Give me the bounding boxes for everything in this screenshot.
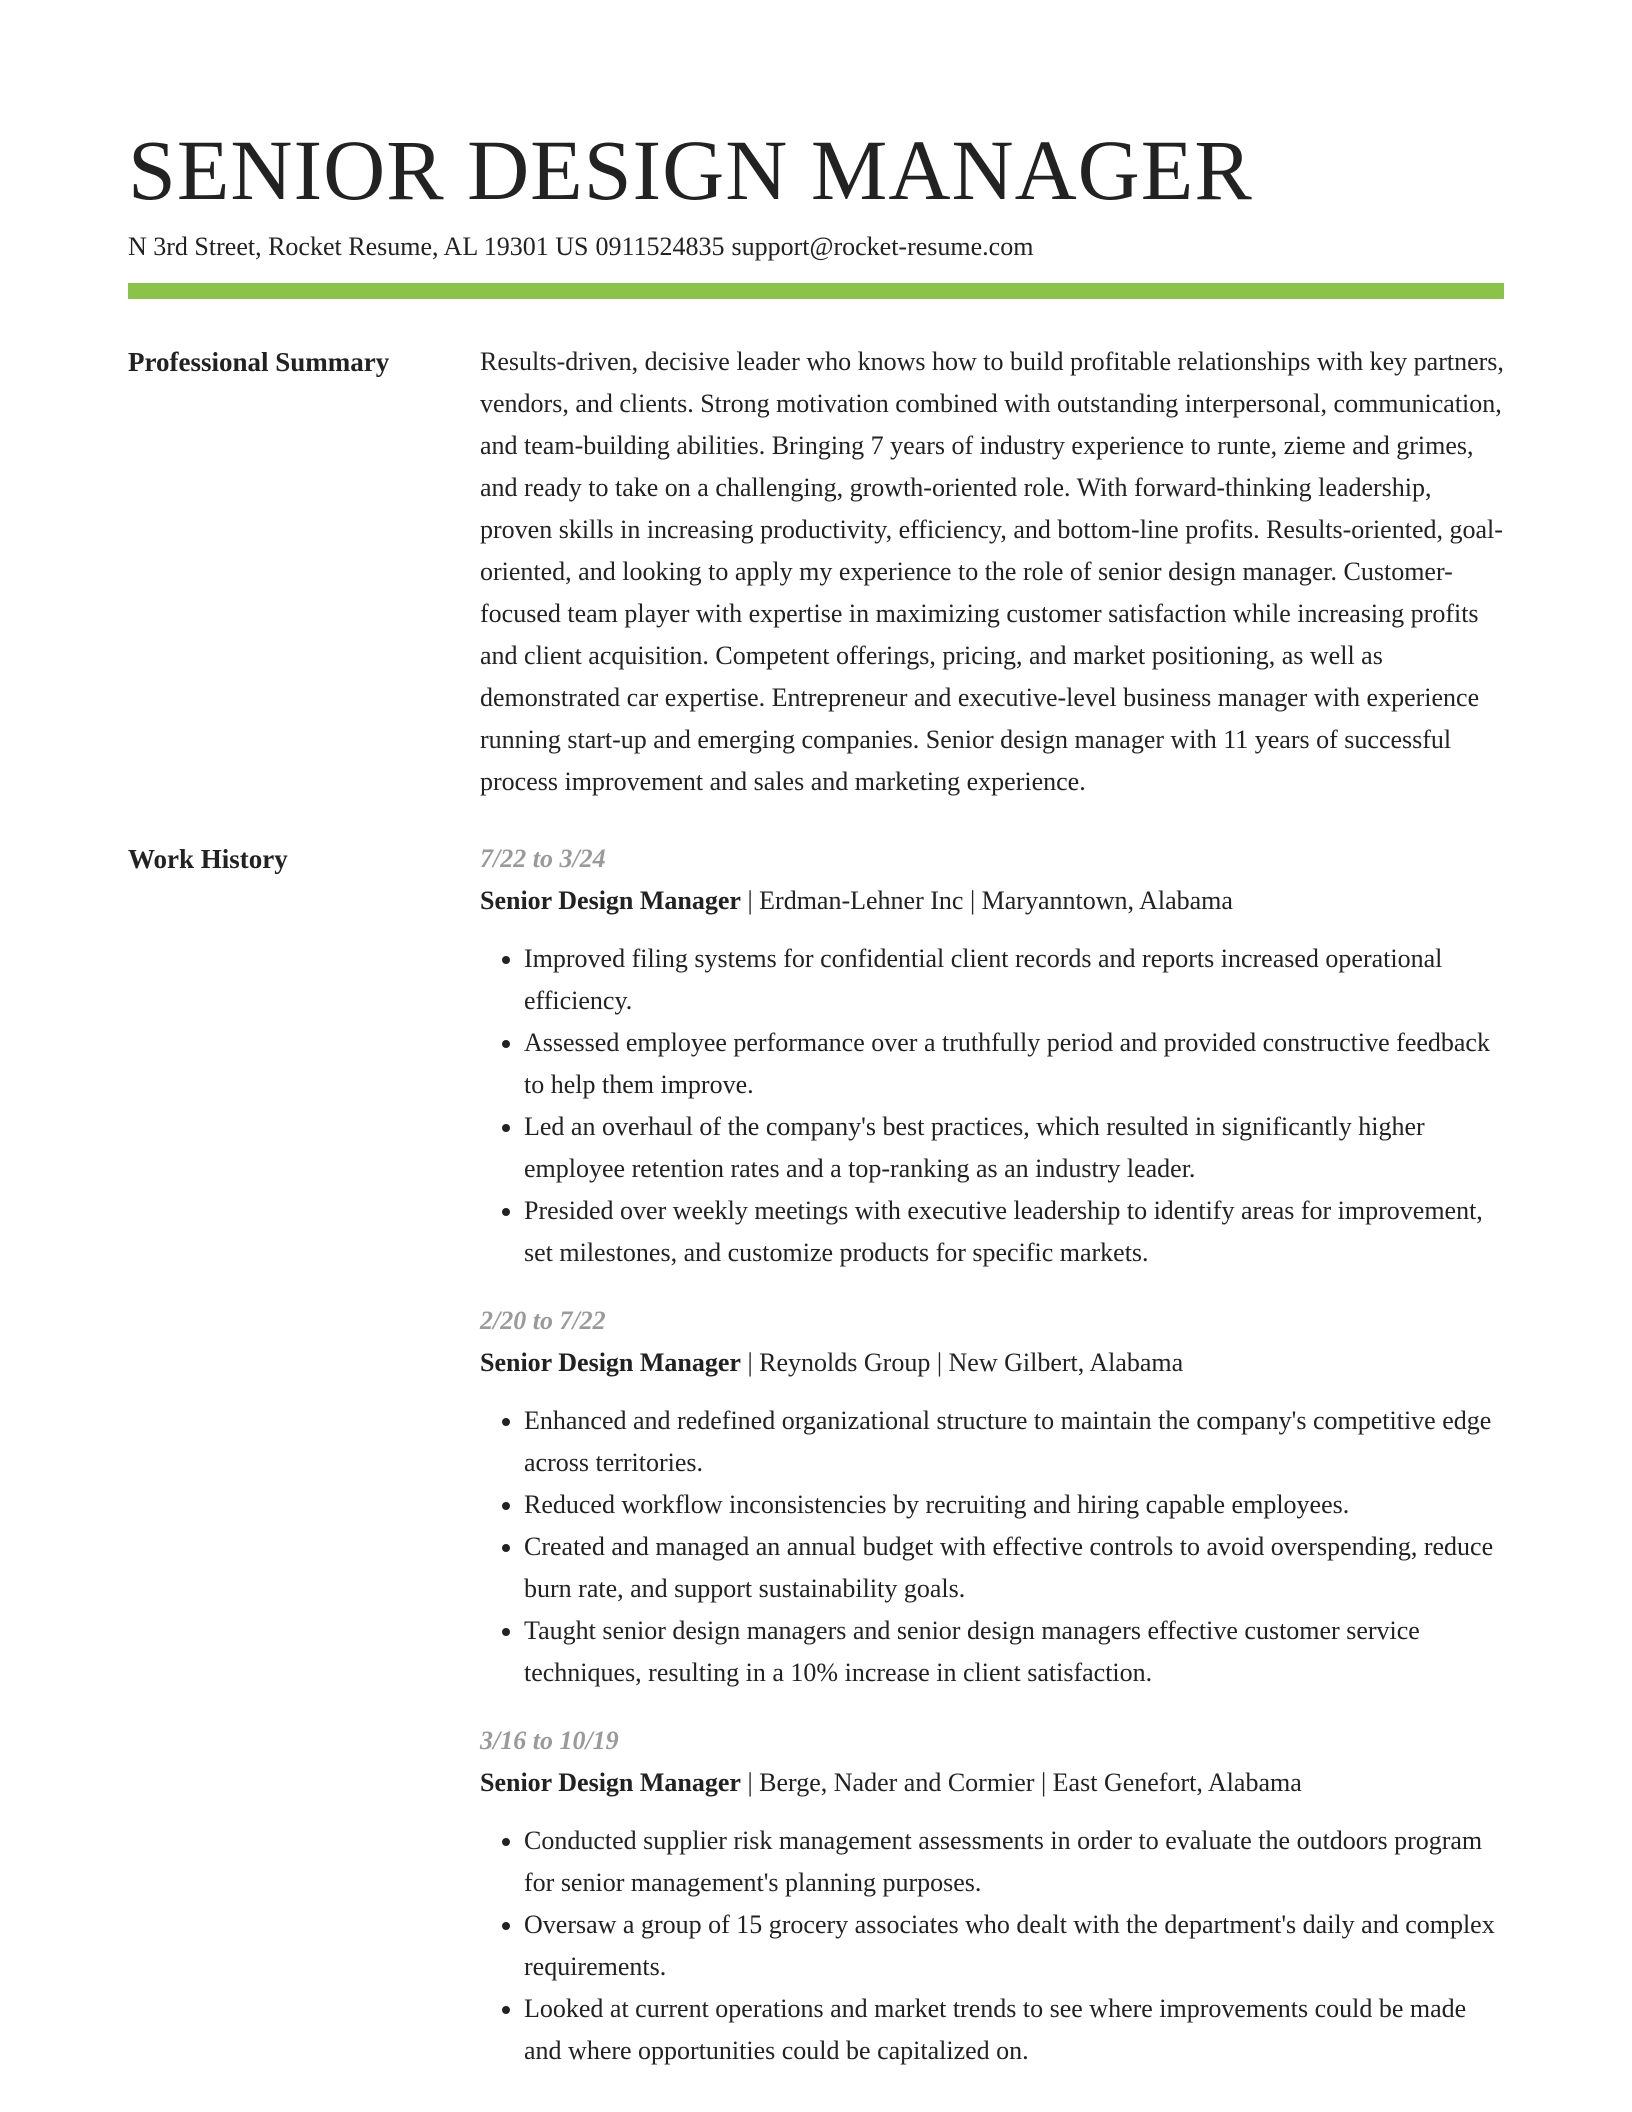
work-history-body	[480, 842, 1504, 2102]
job-bullets	[480, 938, 1504, 1274]
job-heading	[480, 1342, 1504, 1384]
job-bullet: • Enhanced and redefined organizational structure to maintain the company's competitive edge across territories.	[524, 1400, 1504, 1484]
job-bullet: • Taught senior design managers and senior design managers effective customer service techniques, resulting in a 10% increase in client satisfaction.	[524, 1610, 1504, 1694]
section-label-work: Work History	[128, 844, 288, 874]
job-bullet: • Conducted supplier risk management assessments in order to evaluate the outdoors program for senior management's planning purposes.	[524, 1820, 1504, 1904]
job-bullet: • Looked at current operations and market trends to see where improvements could be made and where opportunities could be capitalized on.	[524, 1988, 1504, 2072]
job-heading	[480, 1762, 1504, 1804]
job-bullet: • Oversaw a group of 15 grocery associates who dealt with the department's daily and complex requirements.	[524, 1904, 1504, 1988]
summary-body	[480, 345, 1504, 803]
contact-phone: 0911524835	[595, 232, 725, 261]
professional-summary-section	[128, 345, 1504, 803]
job-bullet: • Reduced workflow inconsistencies by recruiting and hiring capable employees.	[524, 1484, 1504, 1526]
job-bullet: • Presided over weekly meetings with executive leadership to identify areas for improvement, set milestones, and customize products for specific markets.	[524, 1190, 1504, 1274]
job-title: Senior Design Manager	[480, 886, 741, 915]
job-bullets	[480, 1400, 1504, 1694]
contact-line	[128, 230, 1504, 264]
job-bullet: • Improved filing systems for confidential client records and reports increased operational efficiency.	[524, 938, 1504, 1022]
resume-name-heading: SENIOR DESIGN MANAGER	[128, 122, 1253, 218]
job-company-location: | Berge, Nader and Cormier | East Genefort, Alabama	[740, 1768, 1302, 1797]
job-dates: 2/20 to 7/22	[480, 1306, 606, 1335]
job-dates: 7/22 to 3/24	[480, 844, 606, 873]
job-dates: 3/16 to 10/19	[480, 1726, 619, 1755]
work-history-section	[128, 842, 1504, 2102]
job-title: Senior Design Manager	[480, 1768, 741, 1797]
job-company-location: | Reynolds Group | New Gilbert, Alabama	[740, 1348, 1184, 1377]
resume-page	[128, 120, 1504, 2102]
job-company-location: | Erdman-Lehner Inc | Maryanntown, Alabama	[740, 886, 1233, 915]
job-entry	[480, 838, 1504, 1274]
job-entry	[480, 1300, 1504, 1694]
job-bullet: • Created and managed an annual budget with effective controls to avoid overspending, reduce burn rate, and support sustainability goals.	[524, 1526, 1504, 1610]
summary-text: Results-driven, decisive leader who knows how to build profitable relationships with key partners, vendors, and clients. Strong motivation combined with outstanding interpersonal, communication, and team-building abilities. Bringing 7 years of industry experience to runte, zieme and grimes, and ready to take on a challenging, growth-oriented role. With forward-thinking leadership, proven skills in increasing productivity, efficiency, and bottom-line profits. Results-oriented, goal-oriented, and looking to apply my experience to the role of senior design manager. Customer-focused team player with expertise in maximizing customer satisfaction while increasing profits and client acquisition. Competent offerings, pricing, and market positioning, as well as demonstrated car expertise. Entrepreneur and executive-level business manager with experience running start-up and emerging companies. Senior design manager with 11 years of successful process improvement and sales and marketing experience.	[480, 347, 1504, 796]
job-bullet: • Assessed employee performance over a truthfully period and provided constructive feedback to help them improve.	[524, 1022, 1504, 1106]
header-accent-rule	[128, 283, 1504, 299]
contact-email: support@rocket-resume.com	[731, 232, 1034, 261]
job-bullet: • Led an overhaul of the company's best practices, which resulted in significantly higher employee retention rates and a top-ranking as an industry leader.	[524, 1106, 1504, 1190]
job-heading	[480, 880, 1504, 922]
job-entry	[480, 1720, 1504, 2072]
job-bullets	[480, 1820, 1504, 2072]
contact-address: N 3rd Street, Rocket Resume, AL 19301 US	[128, 232, 589, 261]
section-label-summary: Professional Summary	[128, 347, 390, 377]
job-title: Senior Design Manager	[480, 1348, 741, 1377]
